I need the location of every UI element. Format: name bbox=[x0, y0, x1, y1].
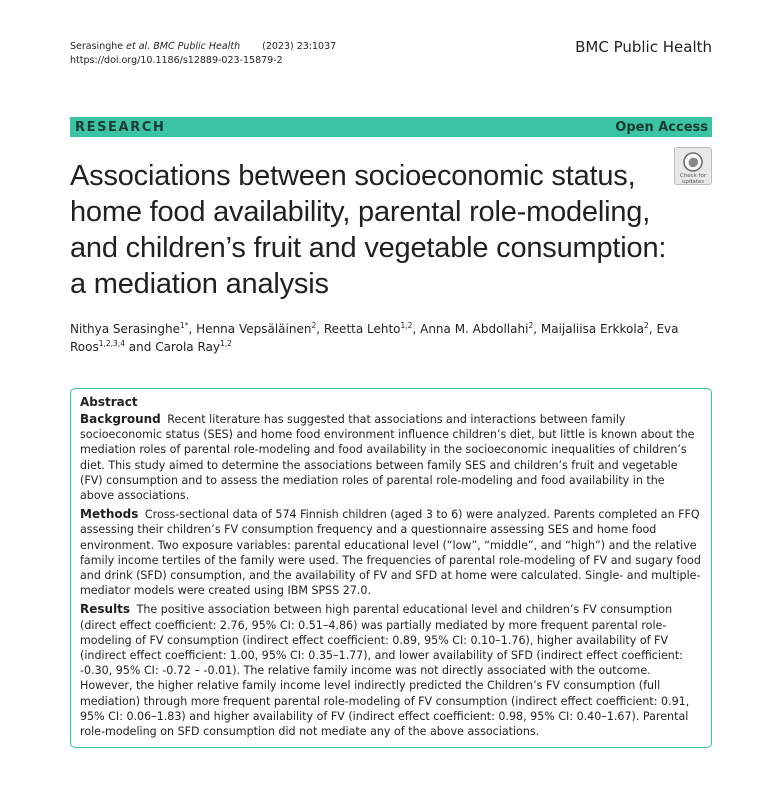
citation-authors: Serasinghe et al. BMC Public Health bbox=[70, 41, 241, 52]
author-name[interactable]: Henna Vepsäläinen bbox=[196, 322, 312, 336]
author-separator: , bbox=[533, 322, 541, 336]
background-text: Recent literature has suggested that associations and interactions between family socioeconomic status (SES) and home food environment influence children’s diet, but little is known about the mediation roles of parental role-modeling and food availability in the socioeconomic inequalities of children’s diet. This study aimed to determine the associations between family SES and children’s fruit and vegetable (FV) consumption and to assess the mediation roles of parental role-modeling and food availability in the above associations. bbox=[80, 413, 695, 503]
author-name[interactable]: Maijaliisa Erkkola bbox=[540, 322, 645, 336]
author-affiliation: 2 bbox=[644, 321, 649, 330]
author-separator: , bbox=[316, 322, 324, 336]
abstract-results bbox=[80, 602, 702, 739]
author-affiliation: 2 bbox=[528, 321, 534, 330]
background-heading: Background bbox=[80, 412, 161, 426]
author-separator: , bbox=[188, 322, 197, 336]
abstract-heading: Abstract bbox=[80, 395, 138, 409]
abstract-methods bbox=[80, 507, 702, 598]
open-access-label: Open Access bbox=[615, 119, 708, 135]
article-title: Associations between socioeconomic status, home food availability, parental role-modeling, and children’s fruit and vegetable consumption: a mediation analysis bbox=[70, 160, 667, 300]
citation-line bbox=[70, 40, 336, 54]
author-separator: , bbox=[412, 322, 421, 336]
author-separator: , bbox=[648, 322, 657, 336]
journal-name: BMC Public Health bbox=[575, 38, 712, 56]
author-affiliation: 2 bbox=[311, 321, 317, 330]
author-affiliation: 1* bbox=[179, 321, 189, 330]
badge-text: Check for updates bbox=[679, 173, 707, 185]
check-updates-icon bbox=[683, 152, 703, 172]
results-text: The positive association between high parental educational level and children’s FV consumption (direct effect coefficient: 2.76, 95% CI: 0.51–4.86) was partially mediated by more frequent parental role-modeling of FV consumption (indirect effect coefficient: 0.89, 95% CI: 0.10–1.76), higher availability of FV (indirect effect coefficient: 1.00, 95% CI: 0.35–1.77), and lower availability of SFD (indirect effect coefficient: -0.30, 95% CI: -0.72 – -0.01). The relative family income was not directly associated with the outcome. However, the higher relative family income level indirectly predicted the Children’s FV consumption (full mediation) through more frequent parental role-modeling of FV consumption (indirect effect coefficient: 0.91, 95% CI: 0.06–1.83) and higher availability of FV (indirect effect coefficient: 0.98, 95% CI: 0.40–1.67). Parental role-modeling on SFD consumption did not mediate any of the above associations. bbox=[80, 603, 690, 739]
author-affiliation: 1,2 bbox=[219, 339, 232, 348]
author-name[interactable]: Nithya Serasinghe bbox=[70, 322, 180, 336]
section-banner bbox=[70, 117, 712, 137]
author-name[interactable]: Carola Ray bbox=[155, 340, 220, 354]
author-name[interactable]: Eva Roos bbox=[70, 322, 679, 354]
citation-year-volume: (2023) 23:1037 bbox=[262, 41, 337, 52]
author-name[interactable]: Reetta Lehto bbox=[323, 322, 401, 336]
abstract-background bbox=[80, 412, 702, 503]
citation-header bbox=[70, 40, 336, 68]
results-heading: Results bbox=[80, 602, 131, 617]
abstract-box bbox=[70, 388, 712, 748]
author-affiliation: 1,2 bbox=[400, 321, 413, 330]
check-for-updates-badge[interactable] bbox=[674, 147, 712, 185]
methods-text: Cross-sectional data of 574 Finnish children (aged 3 to 6) were analyzed. Parents completed an FFQ assessing their children’s FV consumption frequency and a questionnaire assessing SES and home food environment. Two exposure variables: parental educational level (“low”, “middle”, and “high”) and the relative family income tertiles of the family were used. The frequencies of parental role-modeling of FV and sugary food and drink (SFD) consumption, and the availability of FV and SFD at home were calculated. Single- and multiple-mediator models were created using IBM SPSS 27.0. bbox=[80, 508, 701, 598]
author-list bbox=[70, 320, 715, 356]
methods-heading: Methods bbox=[80, 507, 139, 522]
author-affiliation: 1,2,3,4 bbox=[98, 339, 125, 348]
doi-link[interactable]: https://doi.org/10.1186/s12889-023-15879-2 bbox=[70, 55, 283, 66]
section-label: RESEARCH bbox=[75, 119, 166, 135]
author-name[interactable]: Anna M. Abdollahi bbox=[420, 322, 529, 336]
author-separator: and bbox=[124, 340, 156, 354]
